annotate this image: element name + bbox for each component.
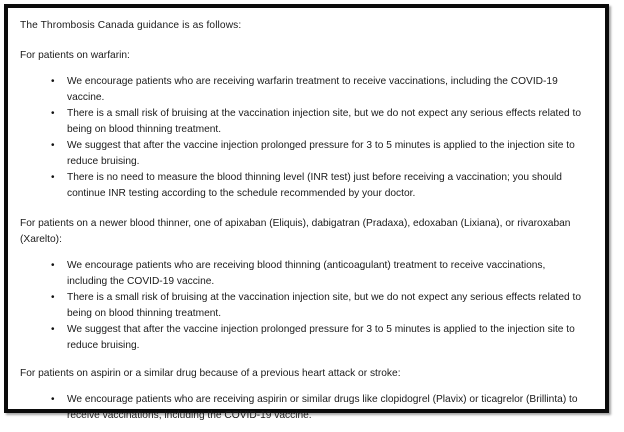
list-item-text: We encourage patients who are receiving blood thinning (anticoagulant) treatment to receive vaccinations, including the COVID-19 vaccine. <box>67 260 546 287</box>
bullet-icon: • <box>51 172 55 183</box>
list-item-text: There is no need to measure the blood thinning level (INR test) just before receiving a vaccination; you should continue INR testing according to the schedule recommended by your doctor. <box>67 172 562 199</box>
document-page <box>8 8 605 421</box>
list-item-text: We encourage patients who are receiving aspirin or similar drugs like clopidogrel (Plavix) or ticagrelor (Brillinta) to receive vaccinations, including the COVID-19 vaccine. <box>67 394 578 421</box>
section-heading-doac: For patients on a newer blood thinner, one of apixaban (Eliquis), dabigatran (Pradaxa), edoxaban (Lixiana), or rivaroxaban (Xarelto): <box>20 218 571 245</box>
list-item-text: There is a small risk of bruising at the vaccination injection site, but we do not expect any serious effects related to being on blood thinning treatment. <box>67 292 581 319</box>
section-heading-aspirin: For patients on aspirin or a similar drug because of a previous heart attack or stroke: <box>20 368 401 379</box>
bullet-icon: • <box>51 260 55 271</box>
list-item <box>20 170 595 202</box>
bullet-list-doac <box>20 248 595 354</box>
list-item <box>20 138 595 170</box>
section-heading-warfarin: For patients on warfarin: <box>20 50 130 61</box>
bullet-list-warfarin <box>20 64 595 202</box>
document-frame <box>4 4 609 421</box>
list-item <box>20 290 595 322</box>
list-item <box>20 74 595 106</box>
intro-paragraph: The Thrombosis Canada guidance is as follows: <box>20 20 242 31</box>
list-item-text: We suggest that after the vaccine injection prolonged pressure for 3 to 5 minutes is applied to the injection site to reduce bruising. <box>67 140 575 167</box>
bullet-icon: • <box>51 394 55 405</box>
list-item <box>20 258 595 290</box>
bullet-icon: • <box>51 324 55 335</box>
list-item <box>20 106 595 138</box>
bullet-icon: • <box>51 292 55 303</box>
list-item-text: We encourage patients who are receiving warfarin treatment to receive vaccinations, including the COVID-19 vaccine. <box>67 76 558 103</box>
bullet-list-aspirin <box>20 382 595 424</box>
bullet-icon: • <box>51 108 55 119</box>
list-item <box>20 392 595 424</box>
list-item <box>20 322 595 354</box>
list-item-text: There is a small risk of bruising at the vaccination injection site, but we do not expect any serious effects related to being on blood thinning treatment. <box>67 108 581 135</box>
bullet-icon: • <box>51 140 55 151</box>
list-item-text: We suggest that after the vaccine injection prolonged pressure for 3 to 5 minutes is applied to the injection site to reduce bruising. <box>67 324 575 351</box>
bullet-icon: • <box>51 76 55 87</box>
